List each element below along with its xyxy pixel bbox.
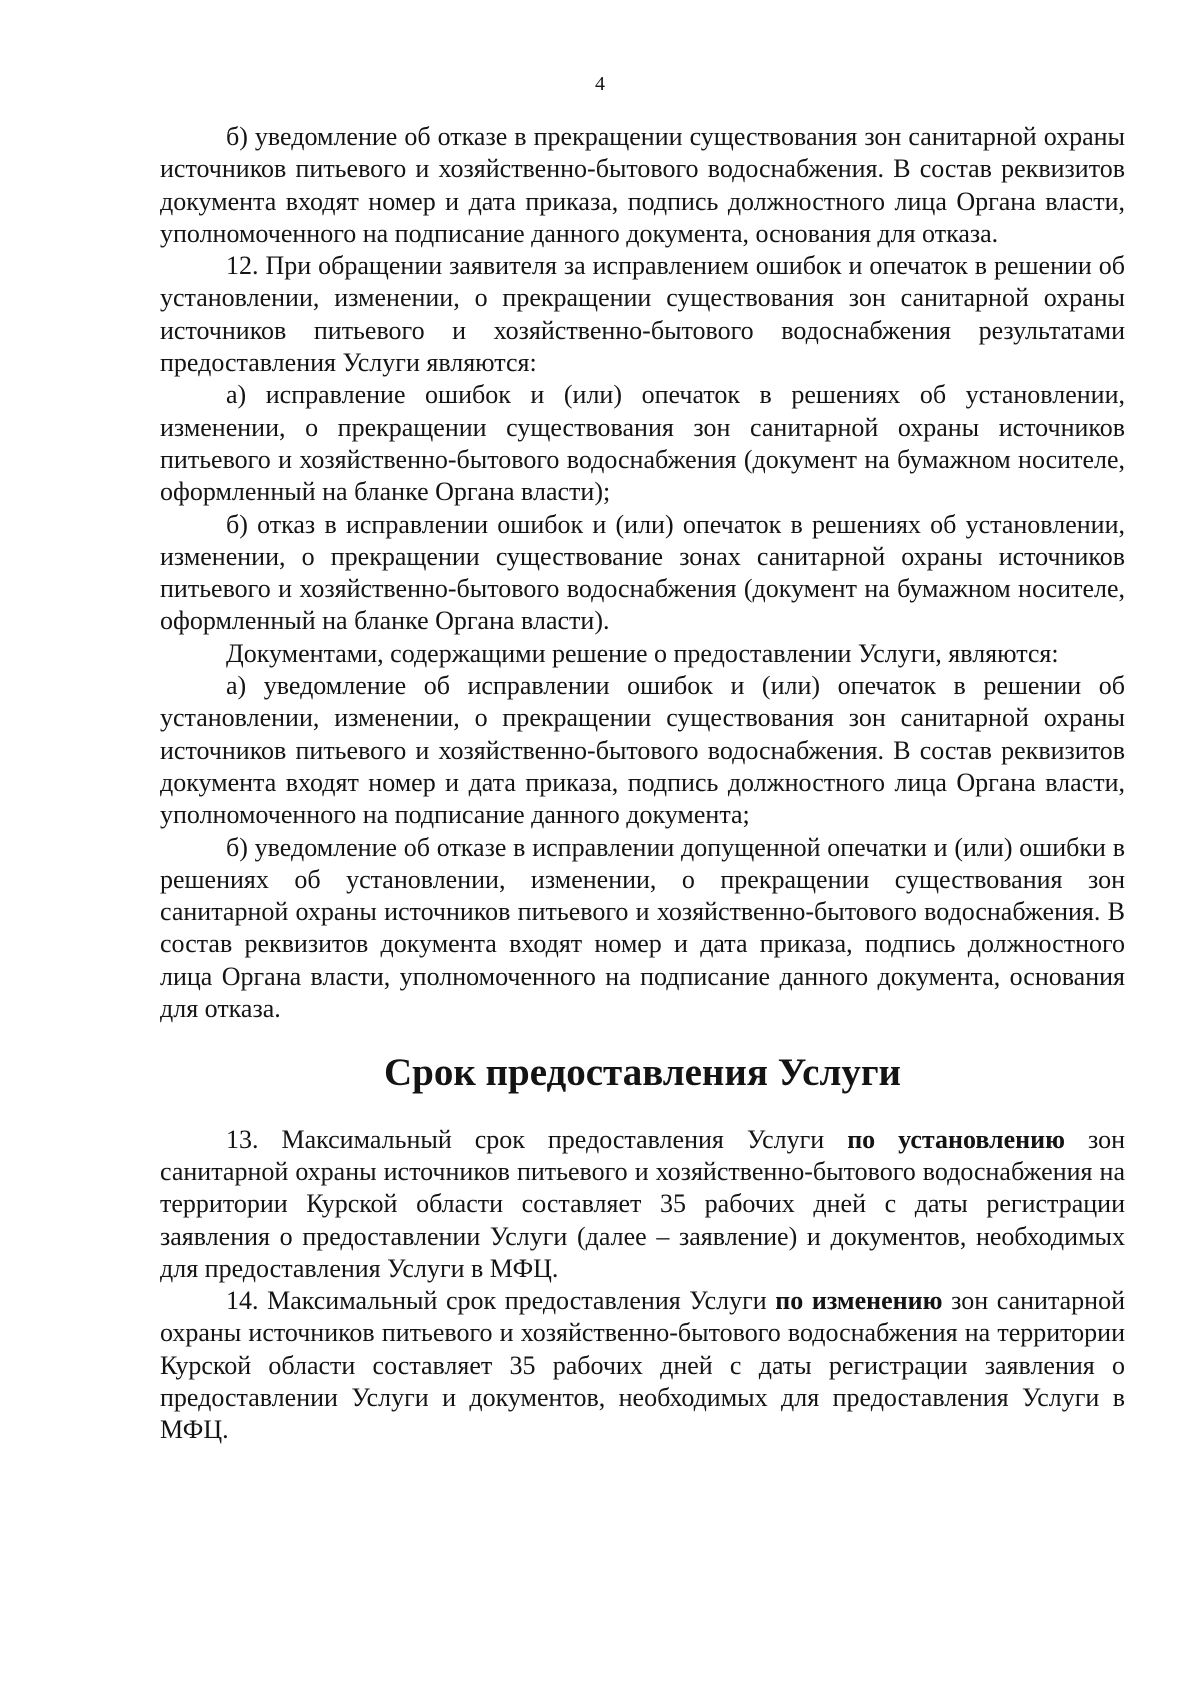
page-number: 4 — [595, 73, 605, 95]
paragraph-13-emphasis: по установлению — [847, 1124, 1065, 1154]
paragraph-decision-documents: Документами, содержащими решение о предоставлении Услуги, являются: — [226, 638, 1059, 668]
paragraph-14-lead: 14. Максимальный срок предоставления Услуги — [226, 1286, 776, 1316]
paragraph-13-lead: 13. Максимальный срок предоставления Услуги — [226, 1124, 848, 1154]
paragraph-13-rest: зон санитарной охраны источников питьевого и хозяйственно-бытового водоснабжения на территории Курской области составляет 35 рабочих дней с даты регистрации заявления о предоставлении Услуги (далее – заявление) и документов, необходимых для предоставления Услуги в МФЦ. — [160, 1124, 1125, 1283]
section-heading: Срок предоставления Услуги — [383, 1051, 902, 1095]
paragraph-13-establishment-term — [160, 1124, 1125, 1285]
document-body — [160, 121, 1125, 1447]
paragraph-12-correction-results: 12. При обращении заявителя за исправлением ошибок и опечаток в решении об установлении, изменении, о прекращении существования зон санитарной охраны источников питьевого и хозяйственно-бытового водоснабжения результатами предоставления Услуги являются: — [160, 251, 1125, 378]
paragraph-12a-correction: а) исправление ошибок и (или) опечаток в решениях об установлении, изменении, о прекращении существования зон санитарной охраны источников питьевого и хозяйственно-бытового водоснабжения (документ на бумажном носителе, оформленный на бланке Органа власти); — [160, 380, 1125, 507]
paragraph-11b-refusal-notice: б) уведомление об отказе в прекращении существования зон санитарной охраны источников питьевого и хозяйственно-бытового водоснабжения. В состав реквизитов документа входят номер и дата приказа, подпись должностного лица Органа власти, уполномоченного на подписание данного документа, основания для отказа. — [160, 122, 1125, 248]
paragraph-decision-b-notice: б) уведомление об отказе в исправлении допущенной опечатки и (или) ошибки в решениях об установлении, изменении, о прекращении существования зон санитарной охраны источников питьевого и хозяйственно-бытового водоснабжения. В состав реквизитов документа входят номер и дата приказа, подпись должностного лица Органа власти, уполномоченного на подписание данного документа, основания для отказа. — [160, 832, 1125, 1024]
paragraph-14-change-term — [160, 1285, 1125, 1446]
paragraph-decision-a-notice: а) уведомление об исправлении ошибок и (или) опечаток в решении об установлении, изменении, о прекращении существования зон санитарной охраны источников питьевого и хозяйственно-бытового водоснабжения. В состав реквизитов документа входят номер и дата приказа, подпись должностного лица Органа власти, уполномоченного на подписание данного документа; — [160, 671, 1125, 830]
paragraph-14-emphasis: по изменению — [775, 1286, 943, 1316]
paragraph-14-rest: зон санитарной охраны источников питьевого и хозяйственно-бытового водоснабжения на территории Курской области составляет 35 рабочих дней с даты регистрации заявления о предоставлении Услуги и документов, необходимых для предоставления Услуги в МФЦ. — [160, 1286, 1125, 1445]
paragraph-12b-refusal: б) отказ в исправлении ошибок и (или) опечаток в решениях об установлении, изменении, о прекращении существование зонах санитарной охраны источников питьевого и хозяйственно-бытового водоснабжения (документ на бумажном носителе, оформленный на бланке Органа власти). — [160, 509, 1125, 636]
